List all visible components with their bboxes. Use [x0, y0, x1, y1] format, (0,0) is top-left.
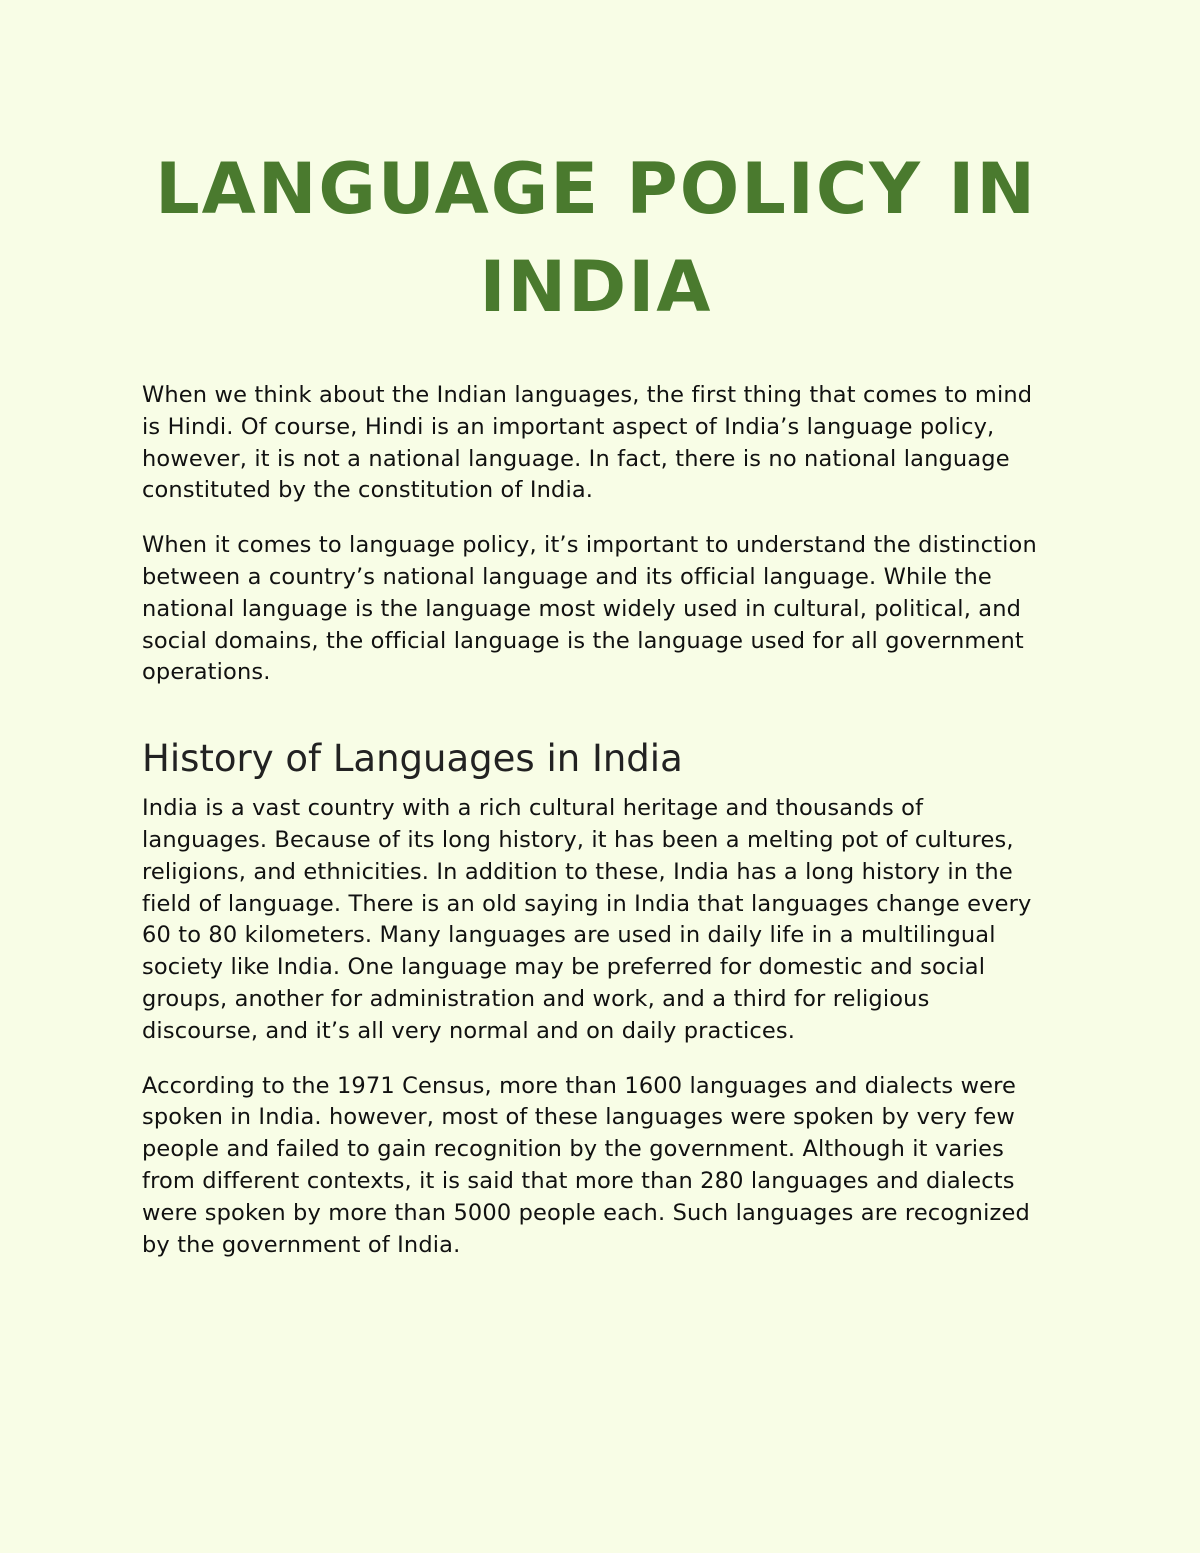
- intro-paragraph-2: When it comes to language policy, it’s important to understand the distinction between a country’s national language and its official language. While the national language is the language most widely used in cultural, political, and social domains, the official language is the language used for all government operations.: [142, 532, 1037, 686]
- history-paragraph-2: According to the 1971 Census, more than 1600 languages and dialects were spoken in India. however, most of these languages were spoken by very few people and failed to gain recognition by the government. Although it varies from different contexts, it is said that more than 280 languages and dialects were spoken by more than 5000 people each. Such languages are recognized by the government of India.: [142, 1072, 1030, 1258]
- intro-paragraph-1: When we think about the Indian languages, the first thing that comes to mind is Hindi. Of course, Hindi is an important aspect of India’s language policy, however, it is not a national language. In fact, there is no national language constituted by the constitution of India.: [142, 382, 1033, 504]
- page-title: LANGUAGE POLICY IN INDIA: [155, 148, 1037, 328]
- section-heading-history: History of Languages in India: [142, 737, 683, 781]
- history-paragraph-1: India is a vast country with a rich cultural heritage and thousands of languages. Because of its long history, it has been a melting pot of cultures, religions, and ethnicities. In addition to these, India has a long history in the field of language. There is an old saying in India that languages change every 60 to 80 kilometers. Many languages are used in daily life in a multilingual society like India. One language may be preferred for domestic and social groups, another for administration and work, and a third for religious discourse, and it’s all very normal and on daily practices.: [142, 795, 1032, 1044]
